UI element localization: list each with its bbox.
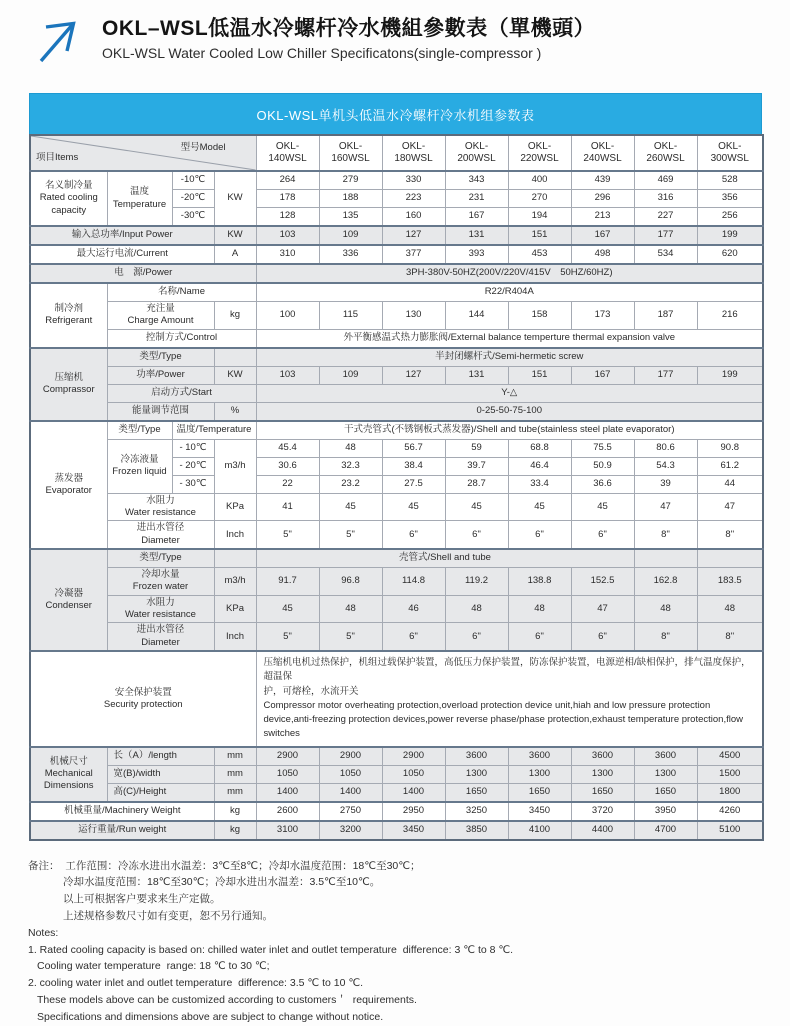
value-cell: 39.7 [445,457,508,475]
value-cell: 48 [697,595,763,623]
unit-cell: mm [214,765,256,783]
value-cell: 6" [571,521,634,549]
page-header [0,0,790,66]
value-cell: 3600 [571,747,634,766]
compressor-section-cell: 压缩机 Comprassor [30,348,107,421]
page-subtitle: OKL-WSL Water Cooled Low Chiller Specificatons(single-compressor ) [102,45,542,61]
value-cell: 5" [319,623,382,651]
value-cell: 177 [634,366,697,384]
value-cell: 45 [382,493,445,521]
value-cell: 188 [319,190,382,208]
value-cell: 264 [256,171,319,190]
merged-value-cell: R22/R404A [256,283,763,302]
unit-cell: A [214,245,256,264]
value-cell: 1300 [445,765,508,783]
value-cell: 4500 [697,747,763,766]
value-cell: 336 [319,245,382,264]
value-cell: 158 [508,302,571,330]
label-cell: 类型/Type [107,421,172,440]
value-cell: 47 [634,493,697,521]
value-cell: 44 [697,475,763,493]
note-line: 以上可根据客户要求来生产定做。 [63,893,221,906]
value-cell: 3250 [445,802,508,821]
value-cell: 96.8 [319,568,382,596]
value-cell: 620 [697,245,763,264]
value-cell: 1650 [508,783,571,802]
table-row-energy-range [30,402,763,421]
label-cell: 冷冻液量 Frozen liquid [107,439,172,493]
label-cell: 机械重量/Machinery Weight [30,802,214,821]
table-row-width [30,765,763,783]
value-cell: 33.4 [508,475,571,493]
value-cell: 1500 [697,765,763,783]
label-cell: 电 源/Power [30,264,256,283]
value-cell: 6" [445,521,508,549]
merged-value-cell: 干式壳管式(不锈钢板式蒸发器)/Shell and tube(stainless steel plate evaporator) [256,421,763,440]
table-row-comp-power [30,366,763,384]
value-cell: 3720 [571,802,634,821]
value-cell: 469 [634,171,697,190]
value-cell: 356 [697,190,763,208]
value-cell: 3850 [445,821,508,840]
value-cell: 256 [697,208,763,227]
value-cell: 2950 [382,802,445,821]
value-cell: 343 [445,171,508,190]
value-cell: 27.5 [382,475,445,493]
table-row-evap-resistance [30,493,763,521]
unit-cell: kg [214,802,256,821]
unit-cell: Inch [214,521,256,549]
value-cell: 39 [634,475,697,493]
note-line: Cooling water temperature range: 18 ℃ to 30 ℃; [37,960,270,973]
value-cell: 453 [508,245,571,264]
label-cell: 水阻力 Water resistance [107,595,214,623]
value-cell: 144 [445,302,508,330]
value-cell: 3450 [508,802,571,821]
label-cell: 输入总功率/Input Power [30,226,214,245]
value-cell: 114.8 [382,568,445,596]
condenser-section-cell: 冷凝器 Condenser [30,549,107,651]
value-cell: 38.4 [382,457,445,475]
security-text-cell: 压缩机电机过热保护，机组过载保护装置，高低压力保护装置，防冻保护装置，电源逆相/缺相保护，排气温度保护，超温保 护，可熔栓，水流开关 Compressor motor overheating protection,overload protection device unit,hiah and low pressure protection device,anti-freezing protection devices,power reverse phase/phase protection,exhaust temperature protection,flow switches [256,651,763,747]
value-cell: 199 [697,366,763,384]
value-cell: 28.7 [445,475,508,493]
value-cell: 6" [445,623,508,651]
table-row-current [30,245,763,264]
table-banner: OKL-WSL单机头低温水冷螺杆冷水机组参数表 [29,93,762,134]
value-cell: 8" [697,623,763,651]
label-cell: 运行重量/Run weight [30,821,214,840]
temperature-label-cell: 温度 Temperature [107,171,172,226]
value-cell: 160 [382,208,445,227]
value-cell: 5100 [697,821,763,840]
value-cell: 213 [571,208,634,227]
value-cell: 46.4 [508,457,571,475]
value-cell: 48 [319,595,382,623]
value-cell: 5" [256,623,319,651]
value-cell: 47 [571,595,634,623]
value-cell: 2600 [256,802,319,821]
value-cell: 41 [256,493,319,521]
note-line: Notes: [28,926,59,939]
table-row-cond-resistance [30,595,763,623]
value-cell: 48 [634,595,697,623]
unit-cell: Inch [214,623,256,651]
value-cell: 187 [634,302,697,330]
merged-value-cell: 半封闭螺杆式/Semi-hermetic screw [256,348,763,367]
value-cell: 3100 [256,821,319,840]
value-cell: 6" [571,623,634,651]
value-cell: 528 [697,171,763,190]
unit-cell: mm [214,747,256,766]
value-cell: 1650 [571,783,634,802]
value-cell: 178 [256,190,319,208]
value-cell: 6" [382,521,445,549]
value-cell: 48 [319,439,382,457]
value-cell: 5" [319,521,382,549]
value-cell: 1400 [319,783,382,802]
value-cell: 3450 [382,821,445,840]
label-cell: -10℃ [172,171,214,190]
value-cell: 498 [571,245,634,264]
value-cell: 80.6 [634,439,697,457]
value-cell: 23.2 [319,475,382,493]
unit-cell: m3/h [214,568,256,596]
model-header-cell: OKL- 240WSL [571,135,634,171]
model-header-cell: OKL- 180WSL [382,135,445,171]
value-cell: 151 [508,366,571,384]
value-cell: 1050 [256,765,319,783]
value-cell: 128 [256,208,319,227]
note-line: 冷却水温度范围：18℃至30℃；冷却水进出水温差：3.5℃至10℃。 [63,876,381,889]
dimensions-section-cell: 机械尺寸 Mechanical Dimensions [30,747,107,802]
page-title: OKL–WSL低温水冷螺杆冷水機組參數表（單機頭） [102,17,596,40]
value-cell: 1300 [571,765,634,783]
value-cell: 223 [382,190,445,208]
value-cell: 75.5 [571,439,634,457]
value-cell: 45 [445,493,508,521]
items-model-corner-cell [30,135,256,171]
value-cell: 109 [319,226,382,245]
model-header-cell: OKL- 300WSL [697,135,763,171]
value-cell: 3600 [634,747,697,766]
value-cell: 199 [697,226,763,245]
merged-value-cell: Y-△ [256,384,763,402]
value-cell: 177 [634,226,697,245]
value-cell: 152.5 [571,568,634,596]
value-cell: 162.8 [634,568,697,596]
merged-value-cell: 外平衡感温式热力膨胀阀/External balance temperture thermal expansion valve [256,329,763,348]
value-cell: 59 [445,439,508,457]
table-row-cond-diameter [30,623,763,651]
label-cell: 温度/Temperature [172,421,256,440]
label-cell: - 30℃ [172,475,214,493]
unit-cell [214,348,256,367]
value-cell: 90.8 [697,439,763,457]
table-row-control [30,329,763,348]
value-cell: 400 [508,171,571,190]
table-row-evap-type [30,421,763,440]
spec-table-area [29,93,762,841]
value-cell: 8" [697,521,763,549]
value-cell: 56.7 [382,439,445,457]
value-cell: 68.8 [508,439,571,457]
value-cell: 45 [571,493,634,521]
value-cell: 167 [571,366,634,384]
value-cell: 227 [634,208,697,227]
unit-cell: % [214,402,256,421]
label-cell: 名称/Name [107,283,256,302]
value-cell: 30.6 [256,457,319,475]
value-cell: 183.5 [697,568,763,596]
table-row-cond-type [30,549,763,568]
note-line: 2. cooling water inlet and outlet temperature difference: 3.5 ℃ to 10 ℃. [28,977,364,990]
value-cell: 439 [571,171,634,190]
unit-cell: KW [214,366,256,384]
value-cell: 1650 [634,783,697,802]
value-cell: 3600 [508,747,571,766]
merged-value-cell: 壳管式/Shell and tube [256,549,634,568]
items-label: 项目Items [36,151,79,163]
value-cell: 127 [382,226,445,245]
table-row-machinery-weight [30,802,763,821]
model-header-cell: OKL- 200WSL [445,135,508,171]
label-cell: 最大运行电流/Current [30,245,214,264]
value-cell: 45 [319,493,382,521]
value-cell: 167 [571,226,634,245]
value-cell: 4100 [508,821,571,840]
value-cell: 1800 [697,783,763,802]
value-cell: 377 [382,245,445,264]
table-row-comp-type [30,348,763,367]
value-cell: 151 [508,226,571,245]
label-cell: -30℃ [172,208,214,227]
label-cell: 长（A）/length [107,747,214,766]
value-cell [634,549,697,568]
spec-table [29,134,764,841]
value-cell: 270 [508,190,571,208]
value-cell: 22 [256,475,319,493]
table-row-length [30,747,763,766]
value-cell: 1650 [445,783,508,802]
table-row-charge-amount [30,302,763,330]
value-cell: 135 [319,208,382,227]
value-cell: 2900 [256,747,319,766]
value-cell: 47 [697,493,763,521]
label-cell: 进出水管径 Diameter [107,623,214,651]
value-cell: 45.4 [256,439,319,457]
value-cell: 1050 [382,765,445,783]
value-cell: 130 [382,302,445,330]
value-cell: 2900 [382,747,445,766]
value-cell: 279 [319,171,382,190]
unit-cell: KPa [214,595,256,623]
value-cell: 6" [382,623,445,651]
value-cell: 296 [571,190,634,208]
note-line: These models above can be customized according to customers＇ requirements. [37,994,417,1006]
table-row-height [30,783,763,802]
value-cell: 109 [319,366,382,384]
merged-value-cell: 0-25-50-75-100 [256,402,763,421]
value-cell: 216 [697,302,763,330]
value-cell: 8" [634,623,697,651]
value-cell: 48 [508,595,571,623]
value-cell: 100 [256,302,319,330]
value-cell: 54.3 [634,457,697,475]
model-header-cell: OKL- 160WSL [319,135,382,171]
value-cell: 127 [382,366,445,384]
unit-cell: KW [214,171,256,226]
value-cell: 330 [382,171,445,190]
model-label: 型号Model [180,142,226,153]
table-row-start-mode [30,384,763,402]
unit-cell: kg [214,302,256,330]
value-cell: 3600 [445,747,508,766]
table-row-cond-water [30,568,763,596]
value-cell: 48 [445,595,508,623]
value-cell: 46 [382,595,445,623]
label-cell: 控制方式/Control [107,329,256,348]
value-cell: 173 [571,302,634,330]
label-cell: 水阻力 Water resistance [107,493,214,521]
value-cell: 8" [634,521,697,549]
table-row-input-power [30,226,763,245]
value-cell: 194 [508,208,571,227]
value-cell: 3200 [319,821,382,840]
value-cell: 534 [634,245,697,264]
value-cell: 2900 [319,747,382,766]
label-cell: - 20℃ [172,457,214,475]
value-cell: 103 [256,366,319,384]
table-row-run-weight [30,821,763,840]
unit-cell: KPa [214,493,256,521]
note-line: 备注： 工作范围：冷冻水进出水温差：3℃至8℃；冷却水温度范围：18℃至30℃； [28,859,421,872]
model-header-cell: OKL- 220WSL [508,135,571,171]
value-cell: 393 [445,245,508,264]
value-cell: 1300 [634,765,697,783]
unit-cell: kg [214,821,256,840]
label-cell: 冷却水量 Frozen water [107,568,214,596]
refrigerant-section-cell: 制冷剂 Refrigerant [30,283,107,348]
label-cell: 类型/Type [107,348,214,367]
title-block [102,12,595,61]
unit-cell: m3/h [214,439,256,493]
value-cell: 6" [508,623,571,651]
value-cell: 316 [634,190,697,208]
value-cell: 138.8 [508,568,571,596]
label-cell: 启动方式/Start [107,384,256,402]
label-cell: -20℃ [172,190,214,208]
value-cell: 5" [256,521,319,549]
note-line: 上述规格参数尺寸如有变更，恕不另行通知。 [63,910,273,923]
table-row-header [30,135,763,171]
note-line: 1. Rated cooling capacity is based on: chilled water inlet and outlet temperature difference: 3 ℃ to 8 ℃. [28,943,514,956]
table-row-power-supply [30,264,763,283]
value-cell: 2750 [319,802,382,821]
merged-value-cell: 3PH-380V-50HZ(200V/220V/415V 50HZ/60HZ) [256,264,763,283]
value-cell: 6" [508,521,571,549]
value-cell: 61.2 [697,457,763,475]
model-header-cell: OKL- 260WSL [634,135,697,171]
value-cell: 1400 [382,783,445,802]
value-cell: 103 [256,226,319,245]
unit-cell: KW [214,226,256,245]
table-row-cooling-10 [30,171,763,190]
label-cell: 能量调节范围 [107,402,214,421]
value-cell: 50.9 [571,457,634,475]
label-cell: - 10℃ [172,439,214,457]
table-row-refrigerant-name [30,283,763,302]
value-cell: 119.2 [445,568,508,596]
value-cell: 32.3 [319,457,382,475]
value-cell: 91.7 [256,568,319,596]
label-cell: 充注量 Charge Amount [107,302,214,330]
value-cell [697,549,763,568]
label-cell: 宽(B)/width [107,765,214,783]
value-cell: 231 [445,190,508,208]
value-cell: 131 [445,366,508,384]
table-row-evap-10 [30,439,763,457]
value-cell: 4400 [571,821,634,840]
value-cell: 4700 [634,821,697,840]
notes-section [28,858,790,1026]
value-cell: 167 [445,208,508,227]
value-cell: 45 [508,493,571,521]
table-row-evap-diameter [30,521,763,549]
value-cell: 1400 [256,783,319,802]
evaporator-section-cell: 蒸发器 Evaporator [30,421,107,549]
label-cell: 高(C)/Height [107,783,214,802]
security-label-cell: 安全保护装置 Security protection [30,651,256,747]
value-cell: 131 [445,226,508,245]
value-cell: 1050 [319,765,382,783]
up-right-arrow-icon [34,14,86,66]
value-cell: 310 [256,245,319,264]
table-row-security [30,651,763,747]
unit-cell [214,549,256,568]
label-cell: 类型/Type [107,549,214,568]
value-cell: 4260 [697,802,763,821]
label-cell: 进出水管径 Diameter [107,521,214,549]
label-cell: 功率/Power [107,366,214,384]
value-cell: 3950 [634,802,697,821]
value-cell: 45 [256,595,319,623]
value-cell: 1300 [508,765,571,783]
model-header-cell: OKL- 140WSL [256,135,319,171]
value-cell: 115 [319,302,382,330]
unit-cell: mm [214,783,256,802]
note-line: Specifications and dimensions above are subject to change without notice. [37,1010,384,1023]
value-cell: 36.6 [571,475,634,493]
rated-cooling-label-cell: 名义制冷量 Rated cooling capacity [30,171,107,226]
